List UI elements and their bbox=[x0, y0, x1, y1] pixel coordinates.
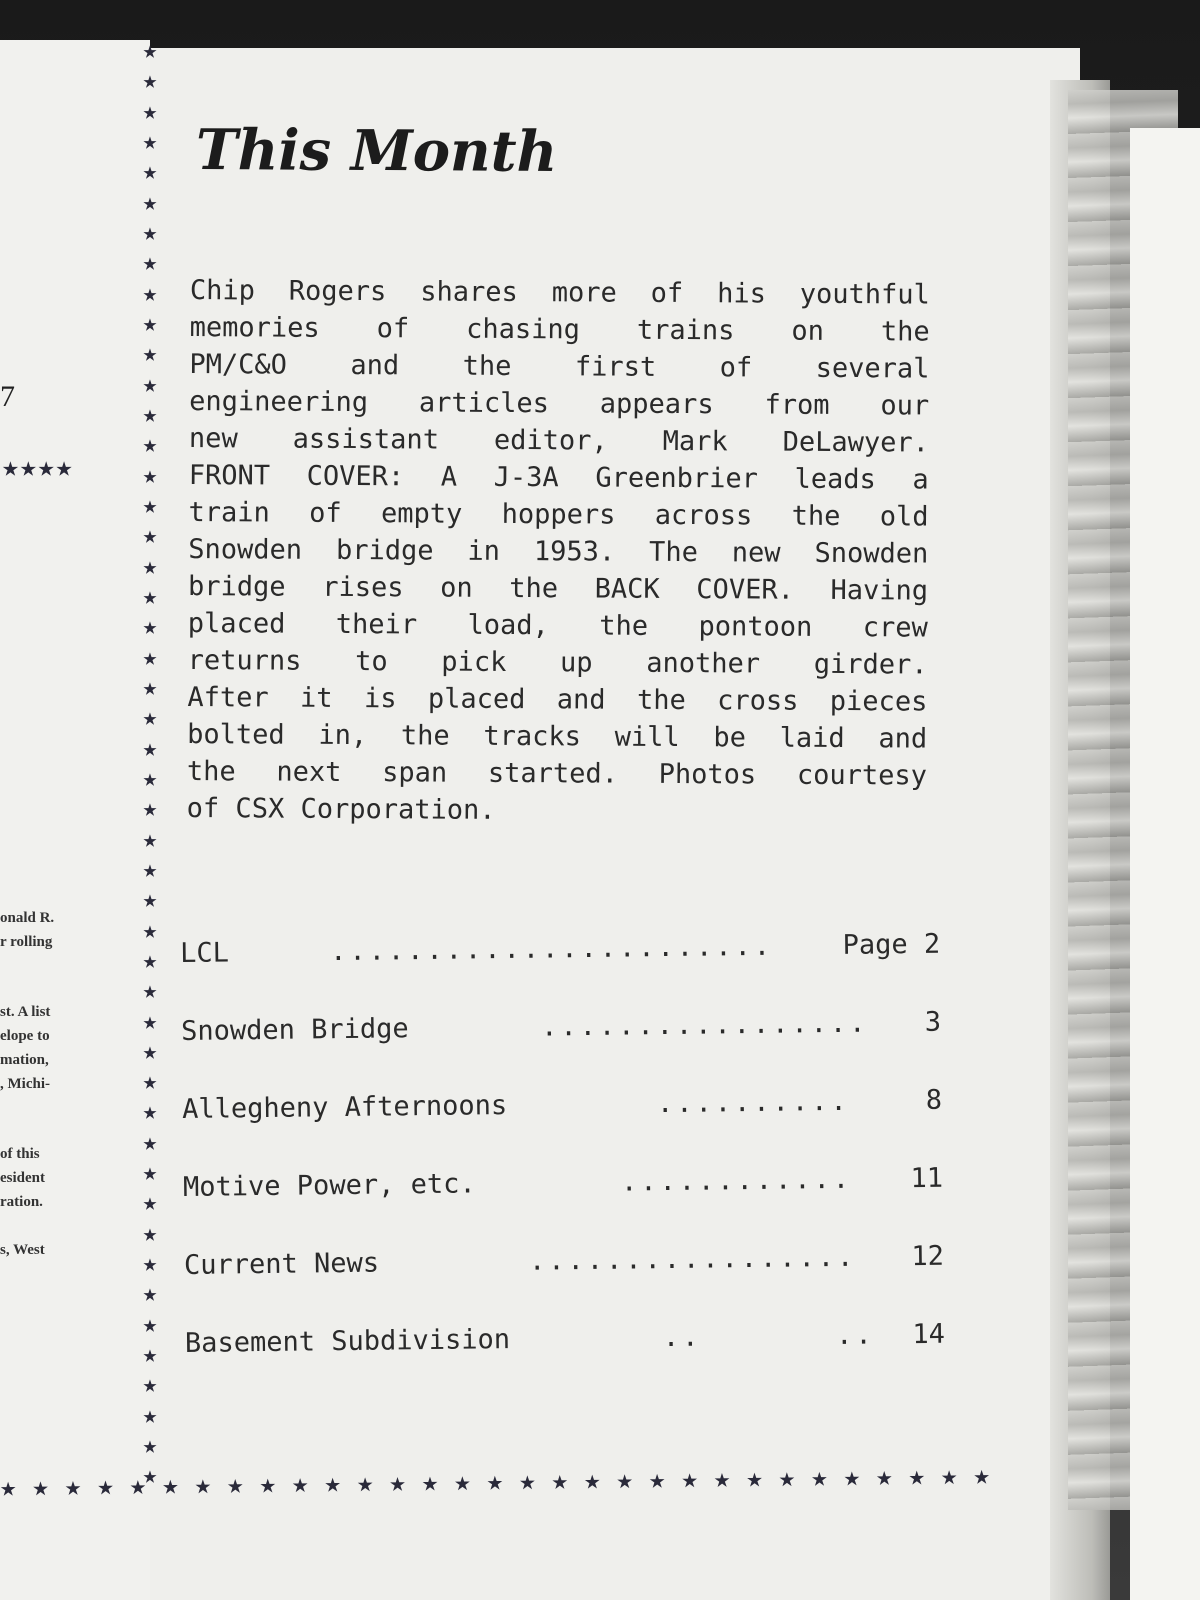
left-page-text-fragment: mation, bbox=[0, 1052, 49, 1068]
star-icon: ★ bbox=[142, 1431, 158, 1460]
star-icon: ★ bbox=[142, 248, 158, 277]
star-icon: ★ bbox=[142, 96, 158, 125]
toc-leader-dots: .. .. bbox=[662, 1319, 875, 1354]
star-icon: ★ bbox=[142, 642, 158, 671]
star-icon: ★ bbox=[142, 66, 158, 95]
star-icon: ★ bbox=[486, 1465, 504, 1497]
star-icon: ★ bbox=[142, 854, 158, 883]
star-icon: ★ bbox=[142, 399, 158, 428]
star-icon: ★ bbox=[142, 824, 158, 853]
paragraph-line: PM/C&O and the first of several bbox=[189, 348, 930, 385]
toc-entry-title: Snowden Bridge bbox=[180, 1013, 409, 1047]
star-icon: ★ bbox=[421, 1466, 439, 1498]
star-icon: ★ bbox=[142, 763, 158, 792]
star-icon: ★ bbox=[973, 1459, 990, 1491]
star-icon: ★ bbox=[681, 1462, 698, 1495]
paragraph-line: Chip Rogers shares more of his youthful bbox=[189, 274, 930, 311]
paragraph-line: bridge rises on the BACK COVER. Having bbox=[187, 570, 929, 607]
paragraph-line: FRONT COVER: A J-3A Greenbrier leads a bbox=[188, 459, 929, 496]
left-page-text-fragment: r rolling bbox=[0, 934, 53, 950]
toc-leader-dots: ....................... bbox=[329, 930, 774, 968]
star-icon: ★ bbox=[142, 1127, 158, 1156]
star-icon: ★ bbox=[142, 1340, 158, 1369]
paragraph-line: bolted in, the tracks will be laid and bbox=[187, 718, 928, 755]
star-icon: ★ bbox=[142, 1370, 158, 1399]
star-icon: ★ bbox=[142, 1400, 158, 1429]
left-page-text-fragment: onald R. bbox=[0, 910, 55, 926]
star-icon: ★ bbox=[142, 308, 158, 337]
toc-leader-dots: ............ bbox=[620, 1163, 853, 1198]
star-icon: ★ bbox=[259, 1468, 277, 1500]
star-icon: ★ bbox=[194, 1468, 212, 1501]
star-icon: ★ bbox=[0, 1471, 17, 1503]
toc-entry[interactable] bbox=[184, 1241, 945, 1328]
paragraph-line: train of empty hoppers across the old bbox=[188, 496, 929, 533]
star-icon: ★ bbox=[142, 915, 158, 944]
star-icon: ★ bbox=[142, 703, 158, 732]
page-title: This Month bbox=[195, 117, 558, 185]
star-icon: ★ bbox=[875, 1460, 893, 1492]
star-icon: ★ bbox=[129, 1469, 147, 1501]
toc-entry-title: Current News bbox=[183, 1247, 380, 1281]
paragraph-line: of CSX Corporation. bbox=[186, 792, 496, 826]
star-icon: ★ bbox=[142, 1309, 158, 1338]
star-icon: ★ bbox=[551, 1464, 569, 1496]
star-icon: ★ bbox=[142, 217, 158, 246]
star-icon: ★ bbox=[64, 1470, 82, 1502]
star-icon: ★ bbox=[142, 521, 158, 550]
toc-entry[interactable] bbox=[181, 1007, 942, 1094]
star-icon: ★ bbox=[778, 1461, 796, 1493]
star-icon: ★ bbox=[616, 1463, 634, 1495]
toc-entry-page: 12 bbox=[911, 1240, 945, 1273]
left-facing-page bbox=[0, 40, 150, 1600]
star-icon: ★ bbox=[142, 36, 158, 64]
star-icon: ★ bbox=[908, 1460, 926, 1492]
star-icon: ★ bbox=[843, 1460, 861, 1493]
left-page-text-fragment: elope to bbox=[0, 1028, 50, 1044]
star-icon: ★ bbox=[162, 1469, 179, 1501]
star-icon: ★ bbox=[142, 157, 158, 186]
paragraph-line: returns to pick up another girder. bbox=[187, 644, 928, 681]
star-icon: ★ bbox=[142, 976, 158, 1005]
toc-entry[interactable] bbox=[182, 1085, 943, 1172]
table-of-contents bbox=[180, 929, 946, 1406]
star-icon: ★ bbox=[142, 1067, 158, 1096]
paragraph-line: engineering articles appears from our bbox=[189, 385, 930, 422]
left-page-text-fragment: , Michi- bbox=[0, 1076, 50, 1092]
left-page-number-fragment: 7 bbox=[0, 380, 15, 413]
star-icon: ★ bbox=[142, 1249, 158, 1278]
star-icon: ★ bbox=[142, 339, 158, 368]
toc-entry-title: Motive Power, etc. bbox=[182, 1168, 476, 1203]
adjacent-sheet bbox=[1130, 128, 1200, 1600]
toc-leader-dots: ................. bbox=[540, 1007, 869, 1043]
star-icon: ★ bbox=[713, 1462, 731, 1494]
star-icon: ★ bbox=[583, 1464, 601, 1496]
paragraph-line: After it is placed and the cross pieces bbox=[187, 681, 928, 718]
star-icon: ★ bbox=[32, 1470, 49, 1503]
star-icon: ★ bbox=[142, 672, 158, 701]
toc-entry-page: 11 bbox=[910, 1162, 944, 1195]
star-icon: ★ bbox=[142, 1279, 158, 1308]
star-icon: ★ bbox=[142, 794, 158, 823]
star-icon: ★ bbox=[142, 945, 158, 974]
toc-entry-page: Page 2 bbox=[842, 928, 941, 961]
star-border-vertical bbox=[136, 38, 164, 1488]
left-page-text-fragment: s, West bbox=[0, 1242, 45, 1258]
star-icon: ★ bbox=[142, 278, 158, 307]
paragraph-line: new assistant editor, Mark DeLawyer. bbox=[188, 422, 930, 459]
star-icon: ★ bbox=[142, 1188, 158, 1217]
star-icon: ★ bbox=[142, 1461, 158, 1490]
star-icon: ★ bbox=[142, 126, 158, 155]
star-icon: ★ bbox=[291, 1467, 309, 1499]
star-icon: ★ bbox=[454, 1465, 471, 1497]
star-icon: ★ bbox=[97, 1470, 114, 1502]
star-icon: ★ bbox=[324, 1467, 341, 1499]
toc-entry-title: Basement Subdivision bbox=[184, 1323, 511, 1359]
toc-entry-page: 3 bbox=[924, 1006, 942, 1038]
star-icon: ★ bbox=[142, 1158, 158, 1187]
star-icon: ★ bbox=[142, 369, 158, 398]
paragraph-line: placed their load, the pontoon crew bbox=[187, 607, 928, 644]
toc-entry[interactable] bbox=[180, 929, 941, 1016]
star-icon: ★ bbox=[142, 612, 158, 641]
star-icon: ★ bbox=[746, 1462, 763, 1494]
star-icon: ★ bbox=[142, 733, 158, 762]
star-icon: ★ bbox=[142, 581, 158, 610]
toc-entry-page: 8 bbox=[925, 1084, 943, 1116]
star-icon: ★ bbox=[142, 1218, 158, 1247]
toc-entry-page: 14 bbox=[912, 1318, 946, 1351]
left-page-text-fragment: st. A list bbox=[0, 1004, 51, 1020]
star-icon: ★ bbox=[142, 885, 158, 914]
star-icon: ★ bbox=[142, 490, 158, 519]
star-icon: ★ bbox=[142, 460, 158, 489]
left-page-stars: ★★★★ bbox=[2, 450, 74, 483]
star-icon: ★ bbox=[142, 430, 158, 459]
star-icon: ★ bbox=[648, 1463, 666, 1495]
paragraph-line: the next span started. Photos courtesy bbox=[186, 755, 928, 792]
toc-leader-dots: ................. bbox=[528, 1241, 857, 1277]
left-page-text-fragment: ration. bbox=[0, 1194, 43, 1210]
toc-leader-dots: .......... bbox=[656, 1085, 850, 1120]
left-page-text-fragment: of this bbox=[0, 1146, 40, 1162]
star-icon: ★ bbox=[142, 1097, 158, 1126]
star-icon: ★ bbox=[142, 1036, 158, 1065]
toc-entry[interactable] bbox=[183, 1163, 944, 1250]
star-icon: ★ bbox=[811, 1461, 828, 1493]
star-icon: ★ bbox=[226, 1468, 244, 1500]
star-icon: ★ bbox=[389, 1466, 406, 1498]
star-icon: ★ bbox=[142, 551, 158, 580]
toc-entry[interactable] bbox=[185, 1319, 946, 1406]
paragraph-line: Snowden bridge in 1953. The new Snowden bbox=[188, 533, 929, 570]
star-icon: ★ bbox=[142, 1006, 158, 1035]
star-icon: ★ bbox=[940, 1459, 958, 1492]
intro-paragraph bbox=[187, 272, 930, 832]
star-icon: ★ bbox=[519, 1464, 536, 1497]
toc-entry-title: LCL bbox=[180, 937, 230, 969]
toc-entry-title: Allegheny Afternoons bbox=[181, 1090, 508, 1125]
star-icon: ★ bbox=[142, 187, 158, 216]
paragraph-line: memories of chasing trains on the bbox=[189, 311, 930, 348]
left-page-text-fragment: esident bbox=[0, 1170, 45, 1186]
star-icon: ★ bbox=[356, 1466, 374, 1499]
